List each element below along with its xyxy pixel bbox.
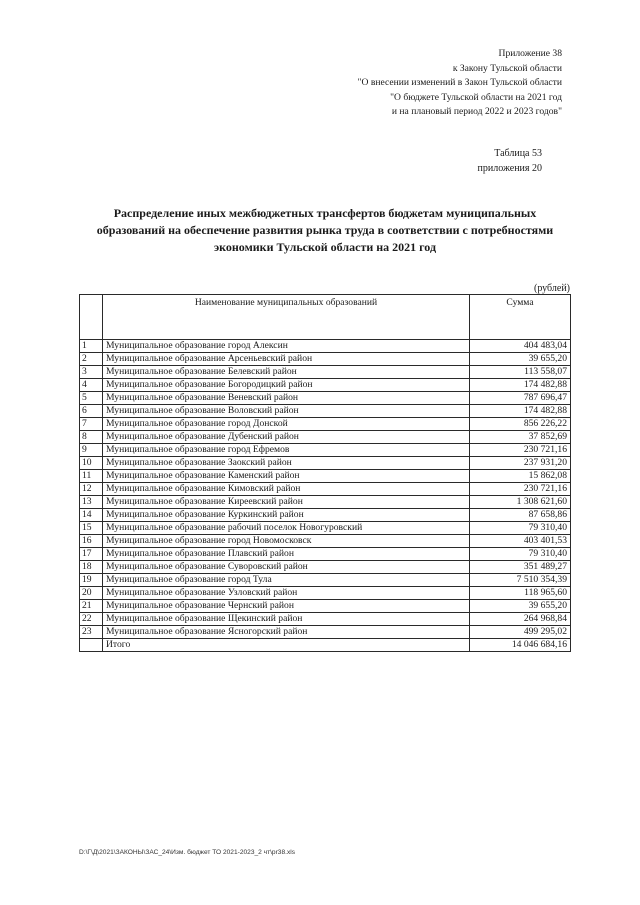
title-line: образований на обеспечение развития рынка труда в соответствии с потребностями: [96, 223, 554, 237]
row-number: 22: [80, 613, 103, 626]
row-number: 2: [80, 353, 103, 366]
table-row: [80, 353, 571, 366]
municipality-name: Муниципальное образование Щекинский район: [103, 613, 470, 626]
municipality-name: Муниципальное образование Киреевский район: [103, 496, 470, 509]
row-number: 9: [80, 444, 103, 457]
row-number: 4: [80, 379, 103, 392]
amount-value: 499 295,02: [470, 626, 571, 639]
amount-value: 856 226,22: [470, 418, 571, 431]
table-row: [80, 444, 571, 457]
header-name: Наименование муниципальных образований: [103, 295, 470, 340]
row-number: 15: [80, 522, 103, 535]
municipality-name: Муниципальное образование Воловский район: [103, 405, 470, 418]
appendix-line: Приложение 38: [498, 48, 562, 59]
amount-value: 79 310,40: [470, 522, 571, 535]
municipality-name: Муниципальное образование город Донской: [103, 418, 470, 431]
appendix-line: "О внесении изменений в Закон Тульской области: [357, 77, 562, 88]
table-row: [80, 340, 571, 353]
table-row: [80, 431, 571, 444]
municipality-name: Муниципальное образование Ясногорский район: [103, 626, 470, 639]
municipality-name: Муниципальное образование Заокский район: [103, 457, 470, 470]
table-number: Таблица 53: [494, 148, 542, 159]
table-row: [80, 457, 571, 470]
file-path-footer: D:\Г\Д\2021\ЗАКОНЫ\ЗАС_24\Изм. бюджет ТО 2021-2023_2 чт\pr38.xls: [79, 849, 296, 856]
row-number: 8: [80, 431, 103, 444]
amount-value: 37 852,69: [470, 431, 571, 444]
table-row: [80, 379, 571, 392]
row-number: 23: [80, 626, 103, 639]
row-number: 16: [80, 535, 103, 548]
amount-value: 230 721,16: [470, 483, 571, 496]
table-row: [80, 496, 571, 509]
total-row: [80, 639, 571, 652]
row-number: 11: [80, 470, 103, 483]
row-number: 21: [80, 600, 103, 613]
table-reference: [478, 146, 542, 176]
municipality-name: Муниципальное образование Богородицкий район: [103, 379, 470, 392]
table-row: [80, 405, 571, 418]
table-row: [80, 587, 571, 600]
municipality-name: Муниципальное образование Арсеньевский район: [103, 353, 470, 366]
table-row: [80, 470, 571, 483]
amount-value: 79 310,40: [470, 548, 571, 561]
row-number: 10: [80, 457, 103, 470]
amount-value: 7 510 354,39: [470, 574, 571, 587]
amount-value: 264 968,84: [470, 613, 571, 626]
table-row: [80, 509, 571, 522]
amount-value: 237 931,20: [470, 457, 571, 470]
row-number: [80, 639, 103, 652]
transfers-table: [79, 294, 571, 652]
amount-value: 787 696,47: [470, 392, 571, 405]
amount-value: 230 721,16: [470, 444, 571, 457]
amount-value: 404 483,04: [470, 340, 571, 353]
row-number: 17: [80, 548, 103, 561]
row-number: 14: [80, 509, 103, 522]
table-row: [80, 548, 571, 561]
municipality-name: Муниципальное образование рабочий поселок Новогуровский: [103, 522, 470, 535]
row-number: 19: [80, 574, 103, 587]
row-number: 20: [80, 587, 103, 600]
table-row: [80, 392, 571, 405]
table-row: [80, 366, 571, 379]
row-number: 12: [80, 483, 103, 496]
municipality-name: Муниципальное образование Веневский район: [103, 392, 470, 405]
appendix-header: [302, 47, 562, 120]
table-row: [80, 418, 571, 431]
municipality-name: Муниципальное образование Кимовский район: [103, 483, 470, 496]
municipality-name: Муниципальное образование Суворовский район: [103, 561, 470, 574]
table-appendix: приложения 20: [477, 163, 542, 174]
table-row: [80, 535, 571, 548]
table-body: [80, 340, 571, 652]
units-label: (рублей): [533, 283, 570, 294]
row-number: 7: [80, 418, 103, 431]
amount-value: 113 558,07: [470, 366, 571, 379]
amount-value: 39 655,20: [470, 600, 571, 613]
amount-value: 39 655,20: [470, 353, 571, 366]
table-row: [80, 613, 571, 626]
appendix-line: "О бюджете Тульской области на 2021 год: [390, 91, 562, 103]
header-number: [80, 295, 103, 340]
amount-value: 351 489,27: [470, 561, 571, 574]
municipality-name: Муниципальное образование город Алексин: [103, 340, 470, 353]
title-line: Распределение иных межбюджетных трансфертов бюджетам муниципальных: [113, 206, 537, 220]
amount-value: 15 862,08: [470, 470, 571, 483]
municipality-name: Муниципальное образование Узловский район: [103, 587, 470, 600]
municipality-name: Муниципальное образование Белевский район: [103, 366, 470, 379]
table-row: [80, 600, 571, 613]
total-amount: 14 046 684,16: [470, 639, 571, 652]
municipality-name: Муниципальное образование Чернский район: [103, 600, 470, 613]
row-number: 1: [80, 340, 103, 353]
municipality-name: Муниципальное образование город Ефремов: [103, 444, 470, 457]
row-number: 13: [80, 496, 103, 509]
municipality-name: Муниципальное образование город Новомосковск: [103, 535, 470, 548]
table-row: [80, 483, 571, 496]
table-row: [80, 522, 571, 535]
header-sum: Сумма: [470, 295, 571, 340]
municipality-name: Муниципальное образование Плавский район: [103, 548, 470, 561]
municipality-name: Муниципальное образование Каменский район: [103, 470, 470, 483]
municipality-name: Муниципальное образование город Тула: [103, 574, 470, 587]
total-label: Итого: [103, 639, 470, 652]
table-row: [80, 561, 571, 574]
amount-value: 118 965,60: [470, 587, 571, 600]
municipality-name: Муниципальное образование Куркинский район: [103, 509, 470, 522]
municipality-name: Муниципальное образование Дубенский район: [103, 431, 470, 444]
row-number: 5: [80, 392, 103, 405]
amount-value: 1 308 621,60: [470, 496, 571, 509]
row-number: 6: [80, 405, 103, 418]
row-number: 18: [80, 561, 103, 574]
appendix-line: к Закону Тульской области: [452, 62, 562, 74]
amount-value: 87 658,86: [470, 509, 571, 522]
title-line: экономики Тульской области на 2021 год: [213, 240, 437, 254]
table-row: [80, 626, 571, 639]
appendix-line: и на плановый период 2022 и 2023 годов": [391, 106, 562, 117]
table-row: [80, 574, 571, 587]
amount-value: 403 401,53: [470, 535, 571, 548]
amount-value: 174 482,88: [470, 405, 571, 418]
document-title: [80, 205, 570, 256]
amount-value: 174 482,88: [470, 379, 571, 392]
row-number: 3: [80, 366, 103, 379]
table-header-row: [80, 295, 571, 340]
